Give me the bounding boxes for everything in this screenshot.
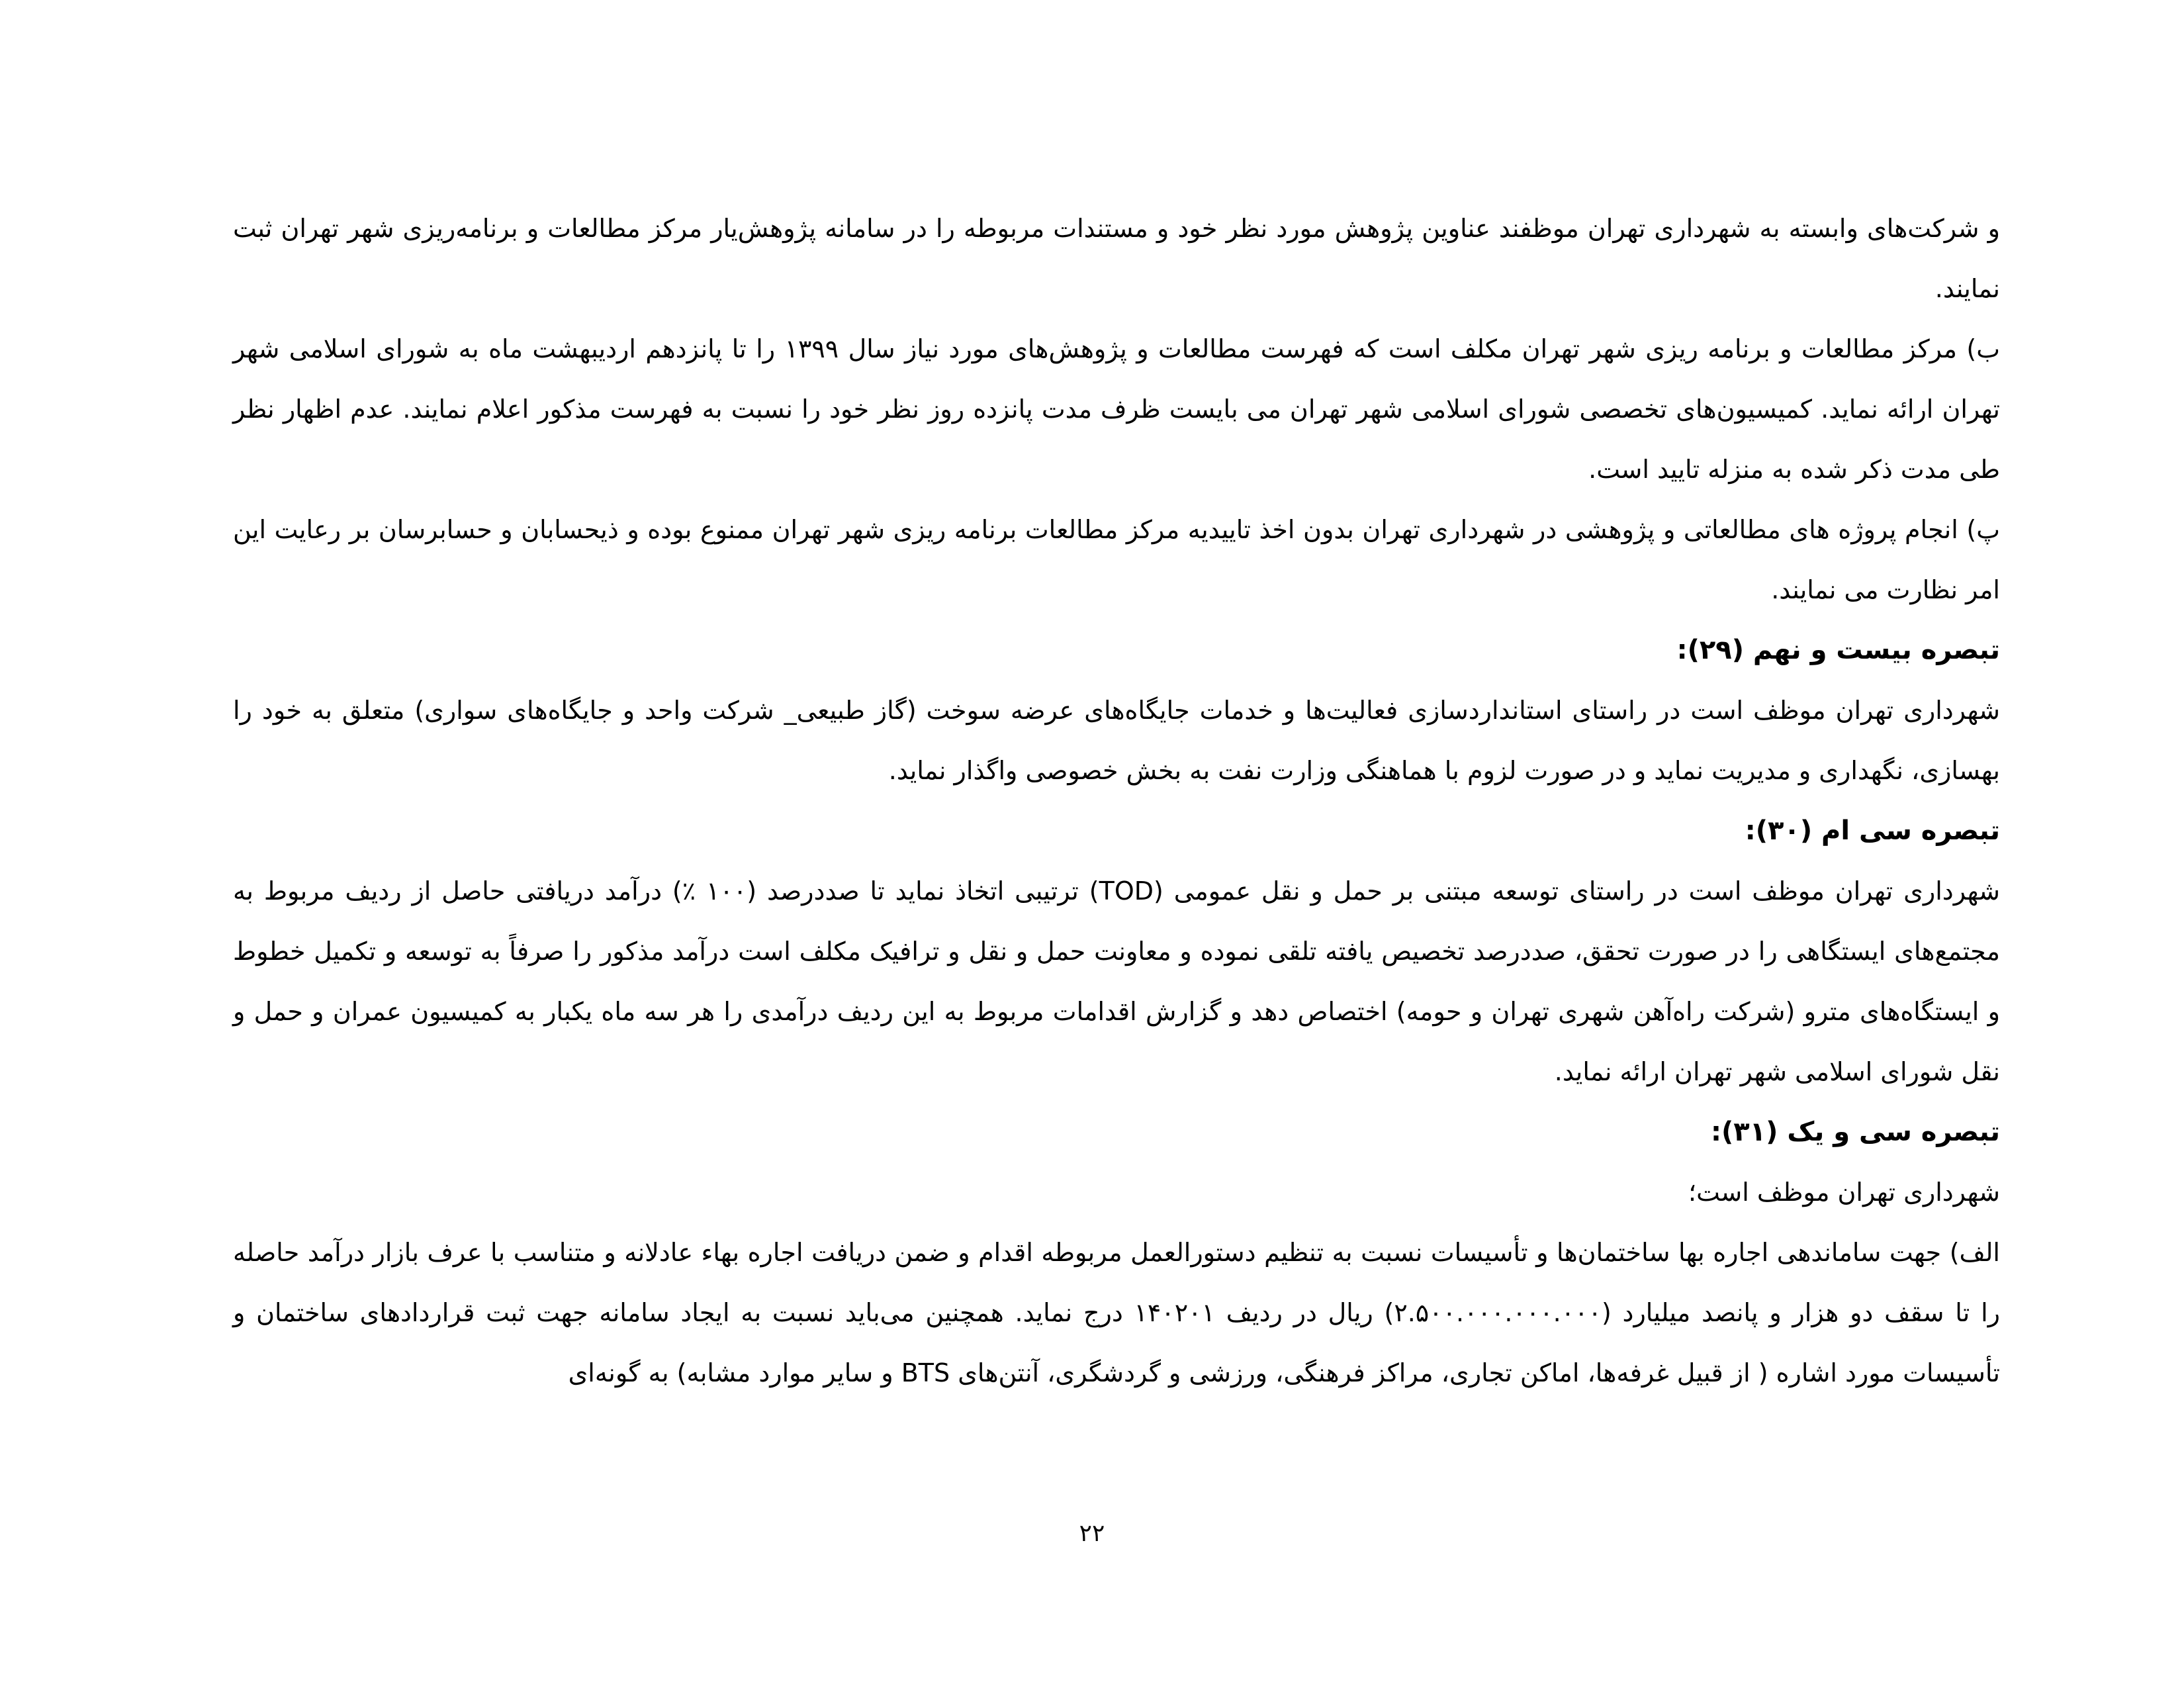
heading-note-30: تبصره سی ام (۳۰): xyxy=(1745,816,2000,846)
heading-note-29: تبصره بیست و نهم (۲۹): xyxy=(1676,635,2000,665)
heading-note-31: تبصره سی و یک (۳۱): xyxy=(1711,1117,2000,1147)
paragraph-b-research-list: ب) مرکز مطالعات و برنامه ریزی شهر تهران مکلف است که فهرست مطالعات و پژوهش‌های مورد نیاز سال ۱۳۹۹ را تا پانزدهم اردیبهشت ماه به شورای اسلامی شهر تهران ارائه نماید. کمیسیون‌های تخصصی شورای اسلامی شهر تهران می بایست ظرف مدت پانزده روز نظر خود را نسبت به فهرست مذکور اعلام نمایند. عدم اظهار نظر طی مدت ذکر شده به منزله تایید است. xyxy=(233,334,2000,484)
paragraph-research-registration: و شرکت‌های وابسته به شهرداری تهران موظفند عناوین پژوهش مورد نظر خود و مستندات مربوطه را در سامانه پژوهش‌یار مرکز مطالعات و برنامه‌ریزی شهر تهران ثبت نمایند. xyxy=(233,214,2000,303)
paragraph-note-31-alef: الف) جهت ساماندهی اجاره بها ساختمان‌ها و تأسیسات نسبت به تنظیم دستورالعمل مربوطه اقدام و ضمن دریافت اجاره بهاء عادلانه و متناسب با عرف بازار درآمد حاصله را تا سقف دو هزار و پانصد میلیارد (۲.۵۰۰.۰۰۰.۰۰۰.۰۰۰) ریال در ردیف ۱۴۰۲۰۱ درج نماید. همچنین می‌باید نسبت به ایجاد سامانه جهت ثبت قراردادهای ساختمان و تأسیسات مورد اشاره ( از قبیل غرفه‌ها، اماکن تجاری، مراکز فرهنگی، ورزشی و گردشگری، آنتن‌های BTS و سایر موارد مشابه) به گونه‌ای xyxy=(233,1238,2001,1387)
paragraph-note-31-intro: شهرداری تهران موظف است؛ xyxy=(1688,1178,2000,1207)
page-number: ۲۲ xyxy=(1079,1520,1105,1547)
paragraph-note-30-body: شهرداری تهران موظف است در راستای توسعه مبتنی بر حمل و نقل عمومی (TOD) ترتیبی اتخاذ نماید تا صددرصد (۱۰۰ ٪) درآمد دریافتی حاصل از ردیف مربوط به مجتمع‌های ایستگاهی را در صورت تحقق، صددرصد تخصیص یافته تلقی نموده و معاونت حمل و نقل و ترافیک مکلف است درآمد مذکور را صرفاً به توسعه و تکمیل خطوط و ایستگاه‌های مترو (شرکت راه‌آهن شهری تهران و حومه) اختصاص دهد و گزارش اقدامات مربوط به این ردیف درآمدی را هر سه ماه یکبار به کمیسیون عمران و حمل و نقل شورای اسلامی شهر تهران ارائه نماید. xyxy=(233,876,2001,1086)
paragraph-p-project-approval: پ) انجام پروژه های مطالعاتی و پژوهشی در شهرداری تهران بدون اخذ تاییدیه مرکز مطالعات برنامه ریزی شهر تهران ممنوع بوده و ذیحسابان و حسابرسان بر رعایت این امر نظارت می نمایند. xyxy=(233,515,2000,604)
document-body xyxy=(233,199,2000,1403)
paragraph-note-29-body: شهرداری تهران موظف است در راستای استانداردسازی فعالیت‌ها و خدمات جایگاه‌های عرضه سوخت (گاز طبیعی_ شرکت واحد و جایگاه‌های سواری) متعلق به خود را بهسازی، نگهداری و مدیریت نماید و در صورت لزوم با هماهنگی وزارت نفت به بخش خصوصی واگذار نماید. xyxy=(233,696,2000,785)
